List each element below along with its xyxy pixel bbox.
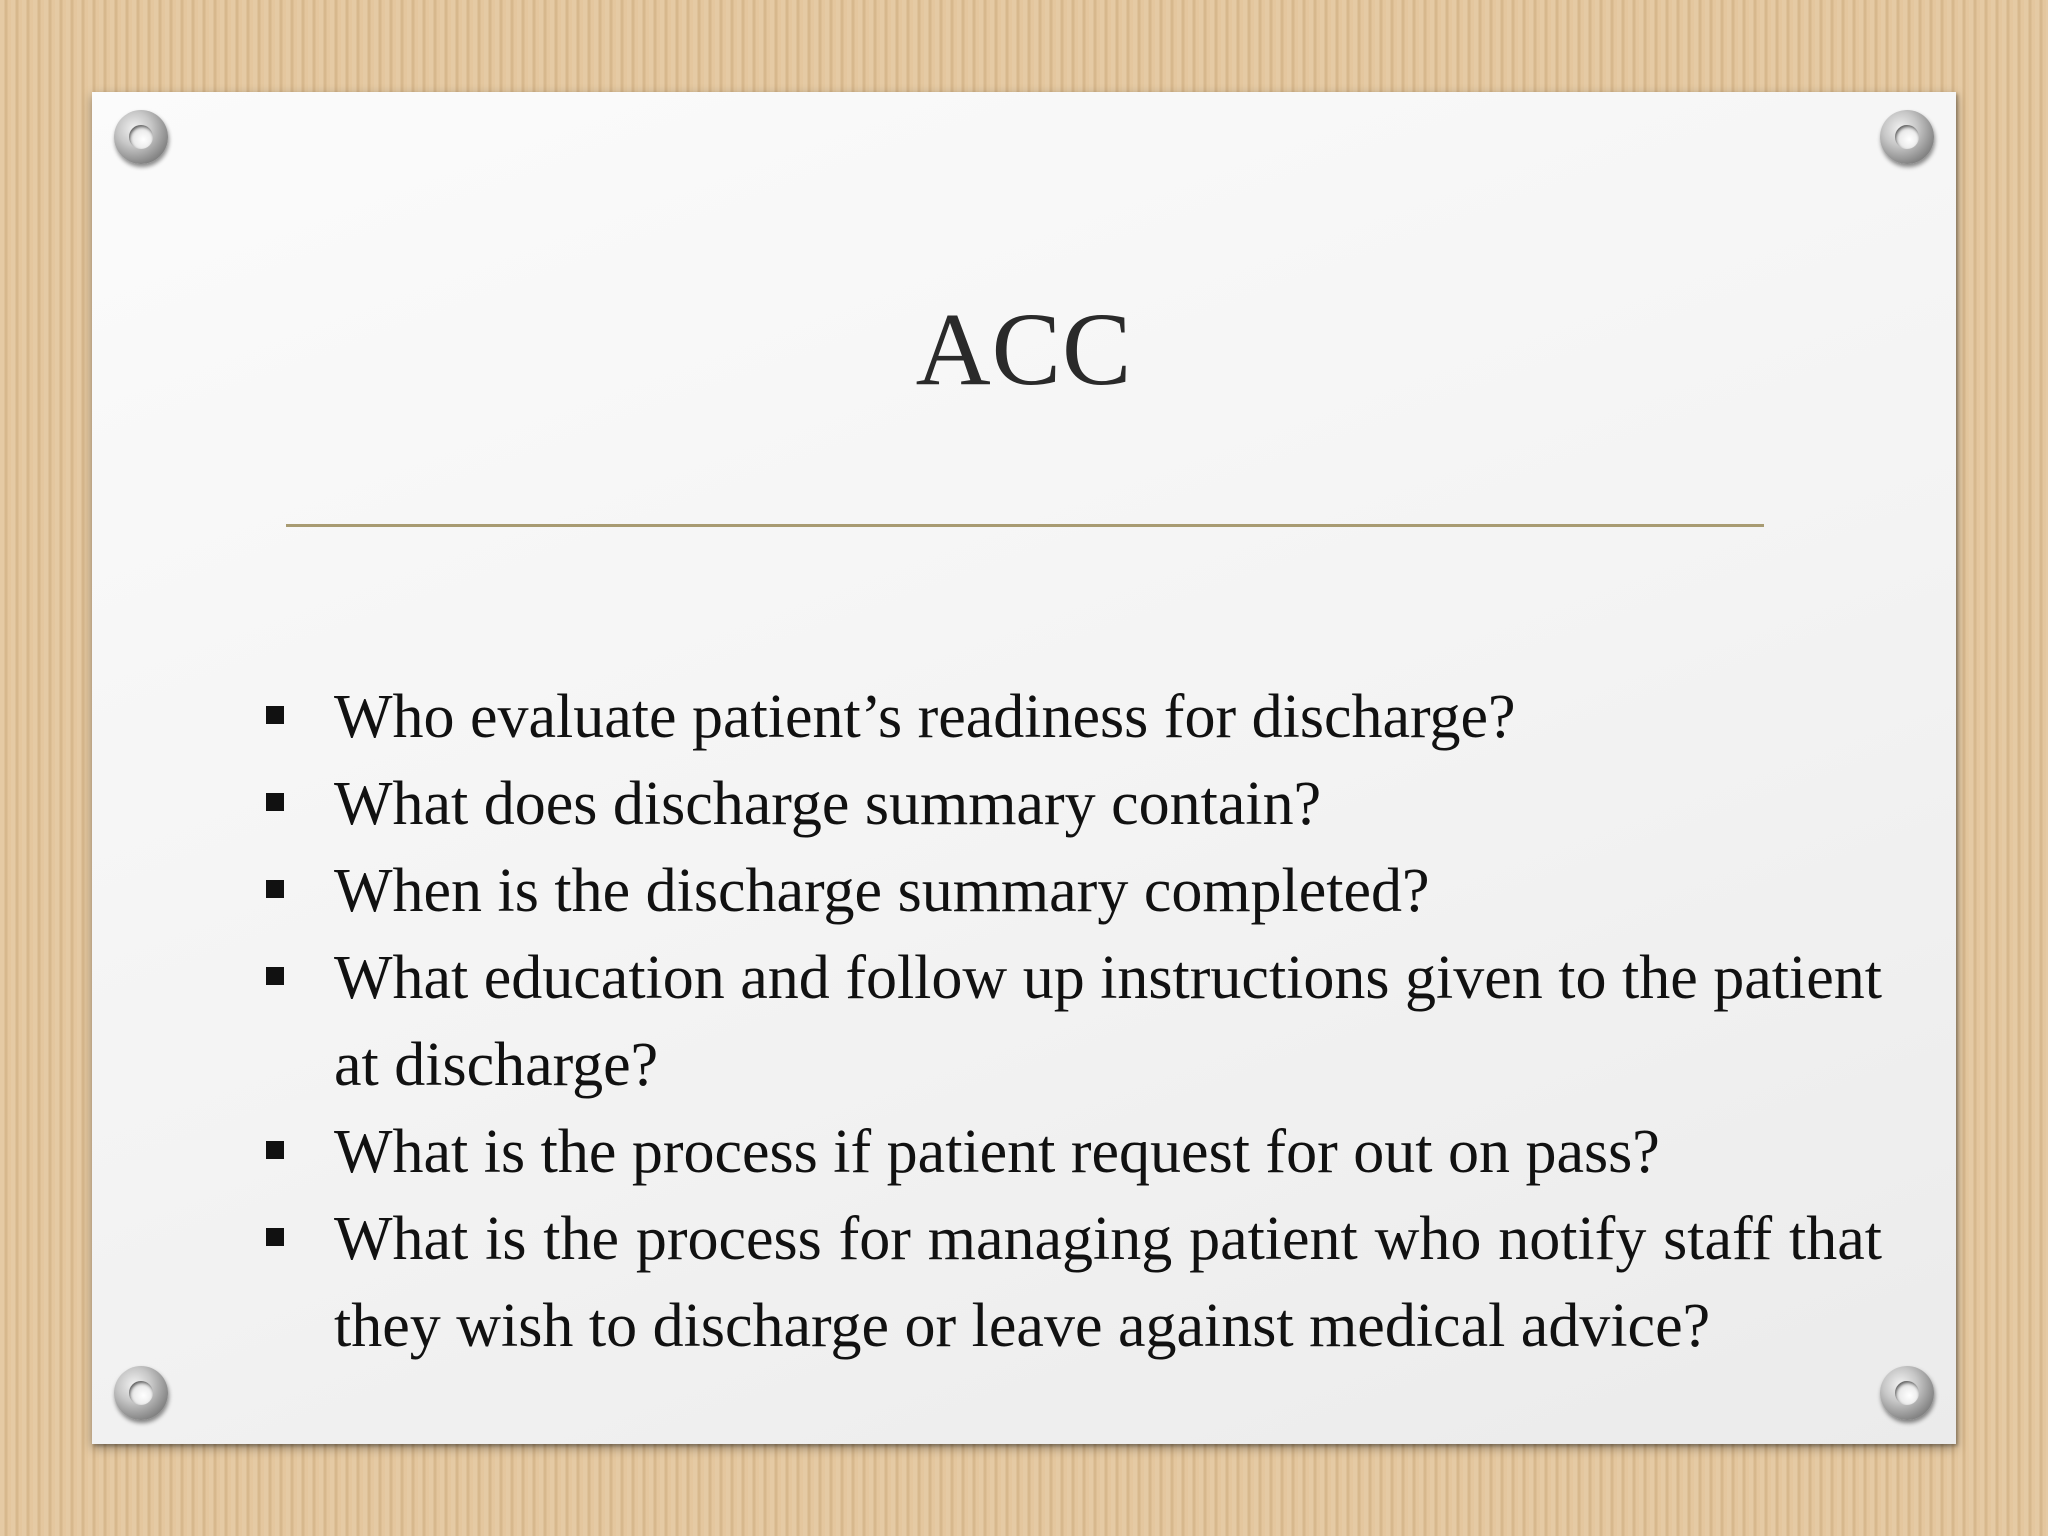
grommet-bottom-right-icon [1880,1366,1934,1420]
square-bullet-icon [266,1141,284,1159]
square-bullet-icon [266,967,284,985]
bullet-text: What is the process if patient request for out on pass? [334,1118,1660,1186]
title-divider [286,524,1764,527]
square-bullet-icon [266,793,284,811]
grommet-top-right-icon [1880,110,1934,164]
square-bullet-icon [266,1228,284,1246]
bullet-list [242,674,1882,1370]
slide-title: ACC [915,292,1133,407]
list-item [242,848,1882,935]
list-item [242,674,1882,761]
slide-board [92,92,1956,1444]
bullet-text: What is the process for managing patient who notify staff that they wish to discharge or leave against medical advice? [334,1205,1882,1360]
square-bullet-icon [266,706,284,724]
list-item [242,1109,1882,1196]
grommet-bottom-left-icon [114,1366,168,1420]
bullet-text: When is the discharge summary completed? [334,857,1430,925]
square-bullet-icon [266,880,284,898]
list-item [242,761,1882,848]
list-item [242,935,1882,1109]
bullet-text: What does discharge summary contain? [334,770,1322,838]
list-item [242,1196,1882,1370]
bullet-text: Who evaluate patient’s readiness for discharge? [334,683,1516,751]
grommet-top-left-icon [114,110,168,164]
bullet-text: What education and follow up instructions given to the patient at discharge? [334,944,1882,1099]
